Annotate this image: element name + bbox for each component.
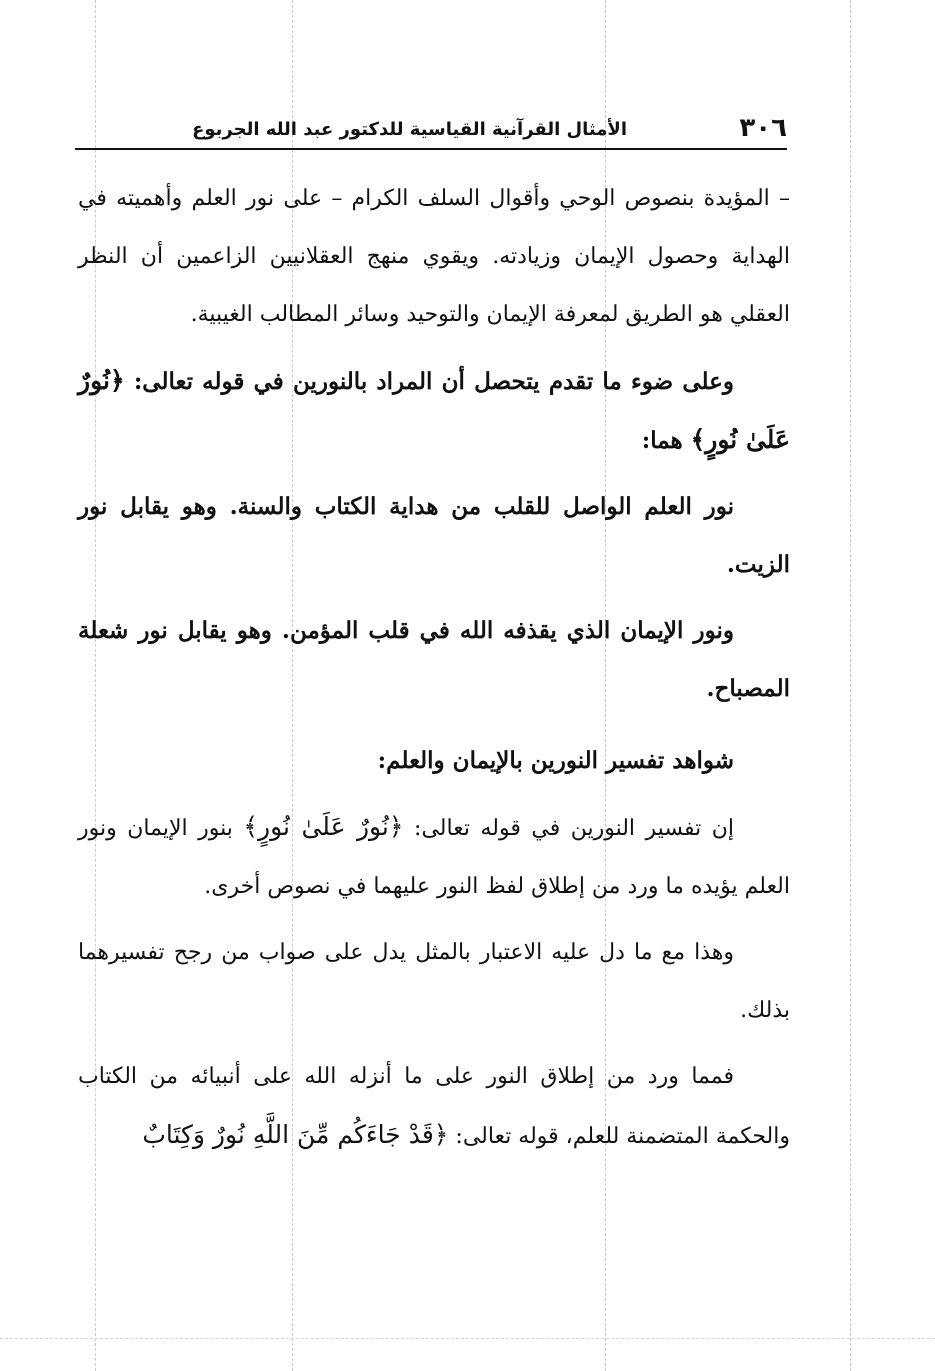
paragraph-text: إن تفسير النورين في قوله تعالى: <box>403 816 734 841</box>
paragraph: ونور الإيمان الذي يقذفه الله في قلب المؤمن. وهو يقابل نور شعلة المصباح. <box>78 617 790 702</box>
scan-guide-line <box>0 1338 935 1339</box>
quran-verse: ﴿قَدْ جَاءَكُم مِّنَ اللَّهِ نُورٌ وَكِتَابٌ <box>142 1120 449 1149</box>
paragraph-text: بنور الإيمان ونور العلم يؤيده ما ورد من إطلاق لفظ النور عليهما في نصوص أخرى. <box>78 816 790 899</box>
paragraph: وهذا مع ما دل عليه الاعتبار بالمثل يدل على صواب من رجح تفسيرهما بذلك. <box>78 940 790 1023</box>
paragraph-text: فمما ورد من إطلاق النور على ما أنزله الله على أنبيائه من الكتاب والحكمة المتضمنة للعلم، قوله تعالى: <box>78 1064 790 1149</box>
paragraph <box>78 798 790 916</box>
paragraph-text: هما: <box>641 427 691 454</box>
paragraph: نور العلم الواصل للقلب من هداية الكتاب والسنة. وهو يقابل نور الزيت. <box>78 493 790 578</box>
quran-verse: ﴿نُورٌ عَلَىٰ نُورٍ﴾ <box>243 812 404 841</box>
paragraph <box>78 352 790 470</box>
section-heading: شواهد تفسير النورين بالإيمان والعلم: <box>377 747 734 774</box>
quran-verse: ﴿نُورٌ عَلَىٰ نُورٍ﴾ <box>78 366 790 454</box>
page-number: ٣٠٦ <box>739 113 787 143</box>
page-header <box>75 112 787 150</box>
scan-guide-line <box>850 0 851 1371</box>
page-body <box>78 170 790 1166</box>
paragraph <box>78 1048 790 1166</box>
running-title: الأمثال القرآنية القياسية للدكتور عبد الله الجربوع <box>192 119 627 140</box>
paragraph: – المؤيدة بنصوص الوحي وأقوال السلف الكرام – على نور العلم وأهميته في الهداية وحصول الإيمان وزيادته. ويقوي منهج العقلانيين الزاعمين أن النظر العقلي هو الطريق لمعرفة الإيمان والتوحيد وسائر المطالب الغيبية. <box>78 186 790 327</box>
paragraph-text: وعلى ضوء ما تقدم يتحصل أن المراد بالنورين في قوله تعالى: <box>133 368 734 395</box>
